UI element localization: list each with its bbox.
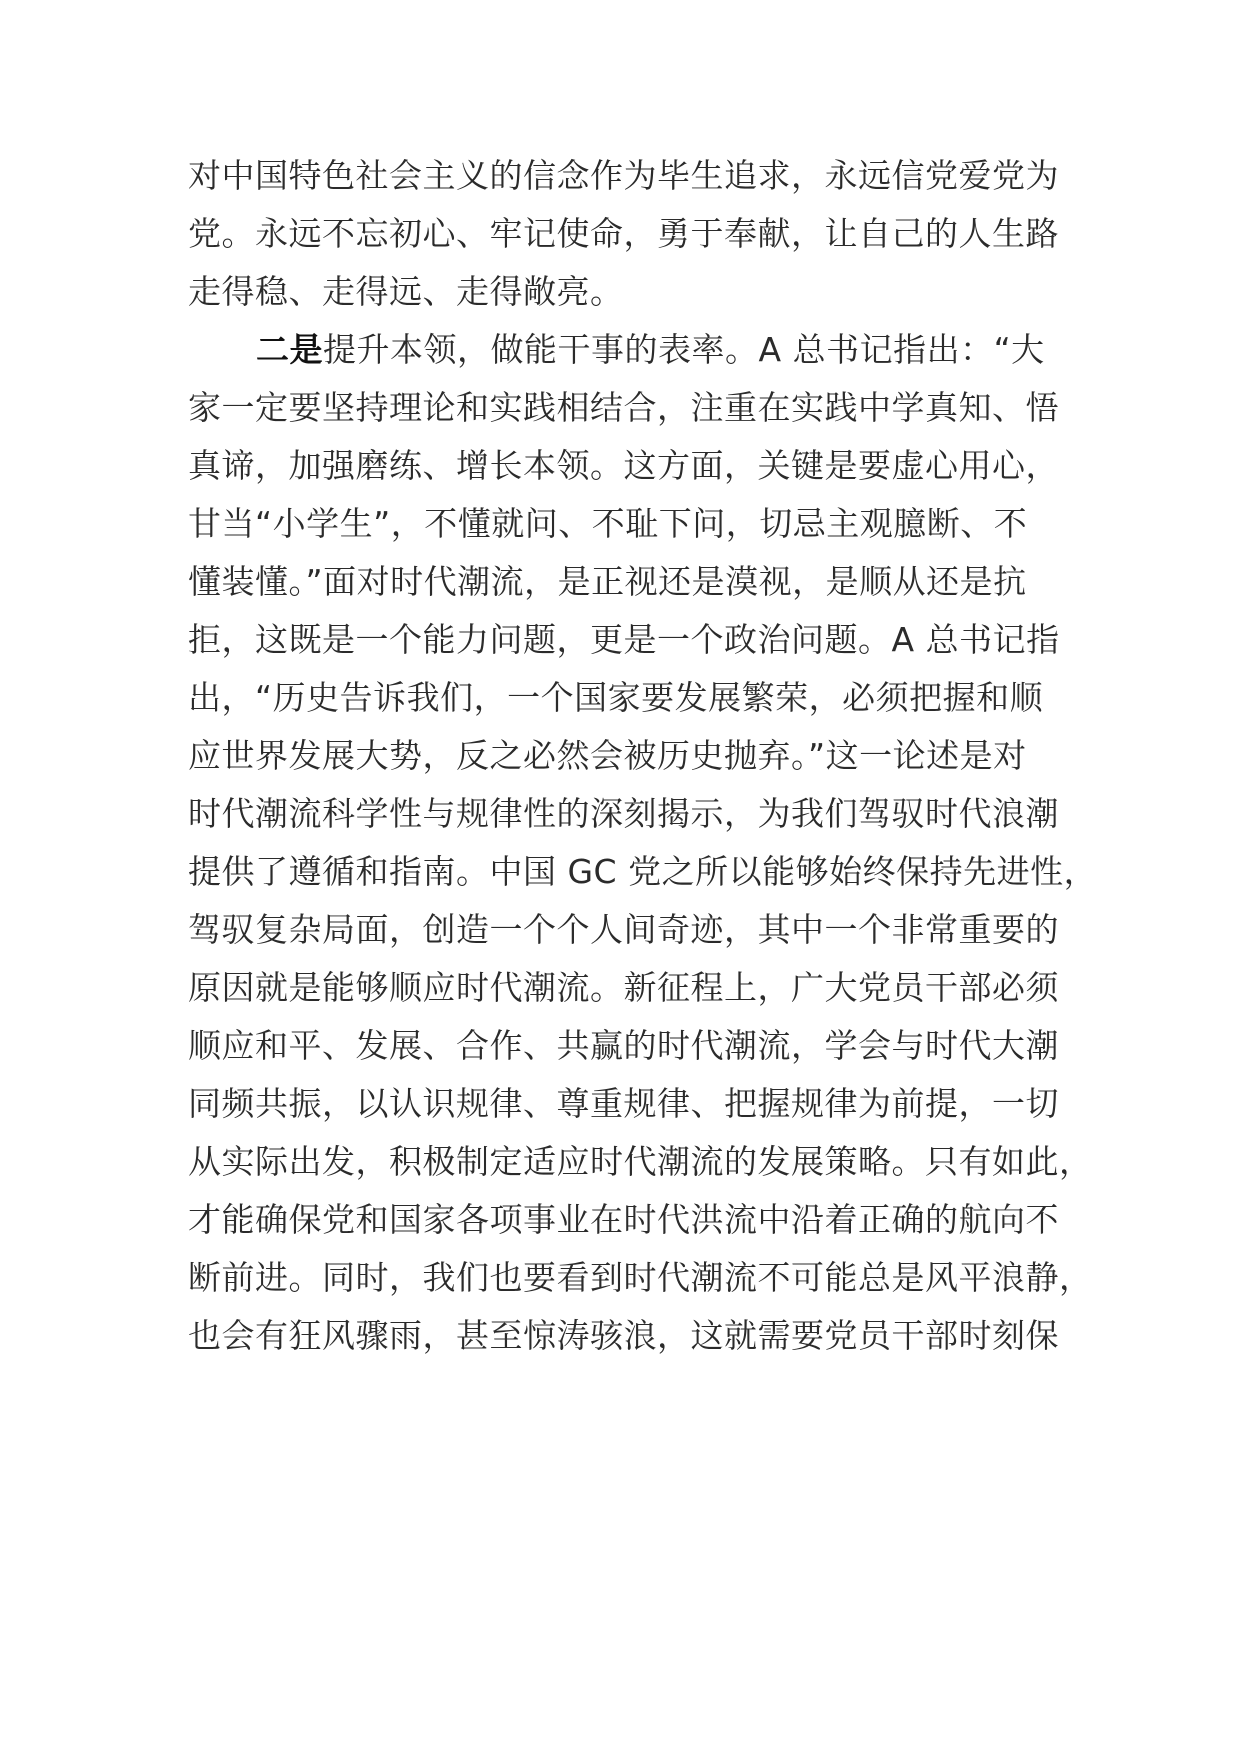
- text-line-4: 提升本领，做能干事的表率。A 总书记指出：“大: [323, 330, 1045, 369]
- text-line-7: 甘当“小学生”，不懂就问、不耻下问，切忌主观臆断、不: [188, 504, 1028, 543]
- paragraph-2-first-line: [256, 318, 1126, 382]
- text-line-3: 走得稳、走得远、走得敞亮。: [188, 272, 624, 311]
- text-line-17: 同频共振，以认识规律、尊重规律、把握规律为前提，一切: [188, 1084, 1059, 1123]
- text-line-14: 驾驭复杂局面，创造一个个人间奇迹，其中一个非常重要的: [188, 910, 1059, 949]
- text-line-20: 断前进。同时，我们也要看到时代潮流不可能总是风平浪静，: [188, 1258, 1093, 1297]
- text-line-12: 时代潮流科学性与规律性的深刻揭示，为我们驾驭时代浪潮: [188, 794, 1059, 833]
- text-line-15: 原因就是能够顺应时代潮流。新征程上，广大党员干部必须: [188, 968, 1059, 1007]
- text-line-1: 对中国特色社会主义的信念作为毕生追求，永远信党爱党为: [188, 156, 1059, 195]
- text-line-19: 才能确保党和国家各项事业在时代洪流中沿着正确的航向不: [188, 1200, 1059, 1239]
- text-line-2: 党。永远不忘初心、牢记使命，勇于奉献，让自己的人生路: [188, 214, 1059, 253]
- text-line-5: 家一定要坚持理论和实践相结合，注重在实践中学真知、悟: [188, 388, 1059, 427]
- text-line-13: 提供了遵循和指南。中国 GC 党之所以能够始终保持先进性，: [188, 852, 1098, 891]
- text-line-10: 出，“历史告诉我们，一个国家要发展繁荣，必须把握和顺: [188, 678, 1044, 717]
- text-line-16: 顺应和平、发展、合作、共赢的时代潮流，学会与时代大潮: [188, 1026, 1059, 1065]
- text-line-18: 从实际出发，积极制定适应时代潮流的发展策略。只有如此，: [188, 1142, 1093, 1181]
- text-line-8: 懂装懂。”面对时代潮流，是正视还是漠视，是顺从还是抗: [188, 562, 1027, 601]
- text-line-9: 拒，这既是一个能力问题，更是一个政治问题。A 总书记指: [188, 620, 1060, 659]
- text-line-6: 真谛，加强磨练、增长本领。这方面，关键是要虚心用心，: [188, 446, 1059, 485]
- text-line-11: 应世界发展大势，反之必然会被历史抛弃。”这一论述是对: [188, 736, 1027, 775]
- text-line-21: 也会有狂风骤雨，甚至惊涛骇浪，这就需要党员干部时刻保: [188, 1316, 1059, 1355]
- paragraph-lead-label: 二是: [256, 330, 323, 369]
